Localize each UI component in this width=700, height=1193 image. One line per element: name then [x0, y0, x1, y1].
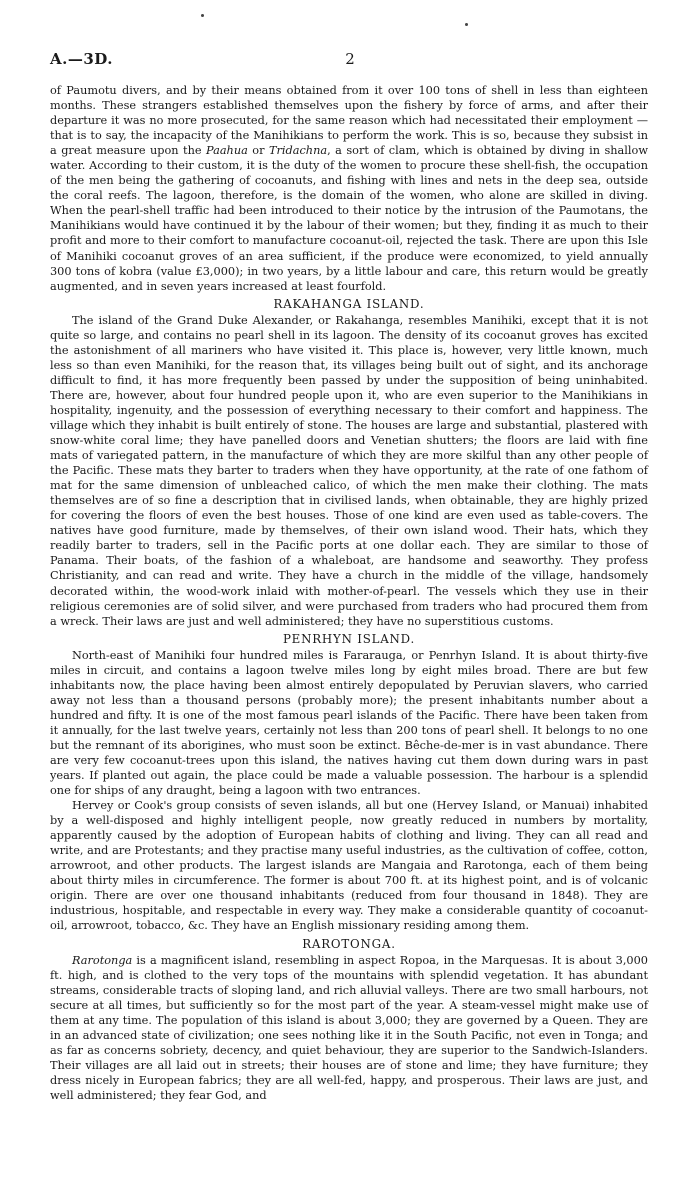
- paragraph-manihiki-continued: [50, 83, 648, 294]
- paragraph-rakahanga: The island of the Grand Duke Alexander, or Rakahanga, resembles Manihiki, except that it is not quite so large, and contains no pearl shell in its lagoon. The density of its cocoanut groves has excited the astonishment of all mariners who have visited it. This place is, however, very little known, much less so than even Manihiki, for the reason that, its villages being built out of sight, and its anchorage difficult to find, it has more frequently been passed by under the supposition of being uninhabited. There are, however, about four hundred people upon it, who are even superior to the Manihikians in hospitality, ingenuity, and the possession of everything necessary to their comfort and happiness. The village which they inhabit is built entirely of stone. The houses are large and substantial, plastered with snow-white coral lime; they have panelled doors and Venetian shutters; the floors are laid with fine mats of variegated pattern, in the manufacture of which they are more skilful than any other people of the Pacific. These mats they barter to traders when they have opportunity, at the rate of one fathom of mat for the same dimension of unbleached calico, of which the men make their clothing. The mats themselves are of so fine a description that in civilised lands, when obtainable, they are highly prized for covering the floors of even the best houses. Those of one kind are even used as table-covers. The natives have good furniture, made by themselves, of their own island wood. Their hats, which they readily barter to traders, sell in the Pacific ports at one dollar each. They are similar to those of Panama. Their boats, of the fashion of a whaleboat, are handsome and seaworthy. They profess Christianity, and can read and write. They have a church in the middle of the village, handsomely decorated within, the wood-work inlaid with mother-of-pearl. The vessels which they use in their religious ceremonies are of solid silver, and were purchased from traders who had procured them from a wreck. Their laws are just and well administered; they have no superstitious customs.: [50, 313, 648, 628]
- text-run: is a magnificent island, resembling in aspect Ropoa, in the Marquesas. It is about 3,000 ft. high, and is clothed to the very tops of the mountains with splendid vegetation. It has abundant streams, considerable tracts of sloping land, and rich alluvial valleys. There are two small harbours, not secure at all times, but sufficiently so for the most part of the year. A steam-vessel might make use of them at any time. The population of this island is about 3,000; they are governed by a Queen. They are in an advanced state of civilization; one sees nothing like it in the South Pacific, not even in Tonga; and as far as concerns sobriety, decency, and quiet behaviour, they are superior to the Sandwich-Islanders. Their villages are all laid out in streets; their houses are of stone and lime; they have furniture; they dress nicely in European fabrics; they are all well-fed, happy, and prosperous. Their laws are just, and well administered; they fear God, and: [50, 953, 648, 1102]
- italic-term: Paahua: [205, 144, 248, 158]
- document-body: [50, 83, 648, 1103]
- paragraph-penrhyn: North-east of Manihiki four hundred miles is Fararauga, or Penrhyn Island. It is about thirty-five miles in circuit, and contains a lagoon twelve miles long by eight miles broad. There are but few inhabitants now, the place having been almost entirely depopulated by Peruvian slavers, who carried away not less than a thousand persons (probably more); the present inhabitants number about a hundred and fifty. It is one of the most famous pearl islands of the Pacific. There have been taken from it annually, for the last twelve years, certainly not less than 200 tons of pearl shell. It belongs to no one but the remnant of its aborigines, who must soon be extinct. Bêche-de-mer is in vast abundance. There are very few cocoanut-trees upon this island, the natives having cut them down during wars in past years. If planted out again, the place could be made a valuable possession. The harbour is a splendid one for ships of any draught, being a lagoon with two entrances.: [50, 648, 648, 798]
- section-heading-penrhyn: PENRHYN ISLAND.: [282, 631, 416, 646]
- scan-speck: [201, 14, 204, 17]
- text-run: , a sort of clam, which is obtained by diving in shallow water. According to their custom, it is the duty of the women to procure these shell-fish, the occupation of the men being the gathering of cocoanuts, and fishing with lines and nets in the deep sea, outside the coral reefs. The lagoon, therefore, is the domain of the women, who alone are skilled in diving. When the pearl-shell traffic had been introduced to their notice by the intrusion of the Paumotans, the Manihikians would have continued it by the labour of their women; but they, finding it as much to their profit and more to their comfort to manufacture cocoanut-oil, rejected the task. There are upon this Isle of Manihiki cocoanut groves of an area sufficient, if the produce were economized, to yield annually 300 tons of kobra (value £3,000); in two years, by a little labour and care, this return would be greatly augmented, and in seven years increased at least fourfold.: [50, 144, 648, 293]
- page-number: 2: [345, 50, 355, 68]
- page-header: [50, 50, 650, 74]
- italic-term: Rarotonga: [72, 953, 133, 967]
- italic-term: Tridachna: [268, 144, 328, 158]
- paragraph-hervey-group: Hervey or Cook's group consists of seven islands, all but one (Hervey Island, or Manuai) inhabited by a well-disposed and highly intelligent people, now greatly reduced in numbers by mortality, apparently caused by the adoption of European habits of clothing and living. They can all read and write, and are Protestants; and they practise many useful industries, as the cultivation of coffee, cotton, arrowroot, and other products. The largest islands are Mangaia and Rarotonga, each of them being about thirty miles in circumference. The former is about 700 ft. at its highest point, and is of volcanic origin. There are over one thousand inhabitants (reduced from four thousand in 1848). They are industrious, hospitable, and respectable in every way. They make a considerable quantity of cocoanut-oil, arrowroot, tobacco, &c. They have an English missionary residing among them.: [50, 799, 648, 933]
- paragraph-rarotonga: [50, 953, 648, 1103]
- section-heading-rarotonga: RAROTONGA.: [302, 936, 396, 951]
- section-heading-rakahanga: RAKAHANGA ISLAND.: [273, 296, 425, 311]
- text-run: of Paumotu divers, and by their means obtained from it over 100 tons of shell in less than eighteen months. These strangers established themselves upon the fishery by force of arms, and after their departure it was no more prosecuted, for the same reason which had necessitated their employment —that is to say, the incapacity of the Manihikians to perform the work. This is so, because they subsist in a great measure upon the: [50, 84, 648, 158]
- document-reference: A.—3D.: [50, 50, 113, 68]
- text-run: or: [247, 144, 269, 158]
- scan-speck: [465, 23, 468, 26]
